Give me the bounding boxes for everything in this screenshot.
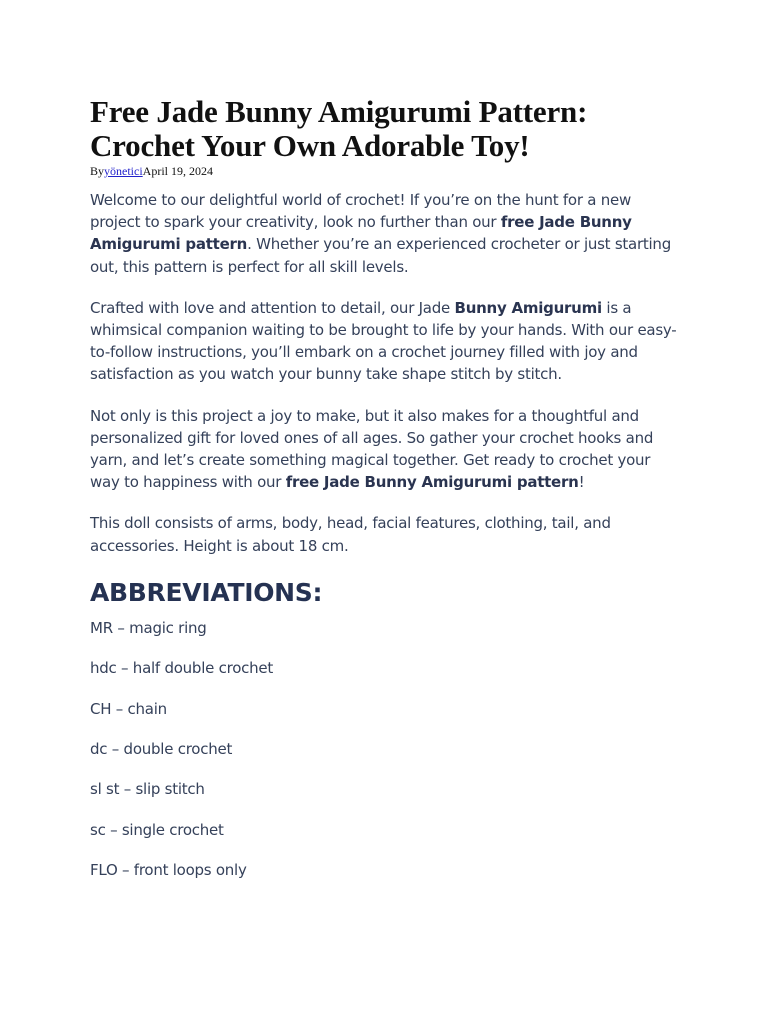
article — [90, 95, 680, 900]
post-date: April 19, 2024 — [142, 164, 214, 178]
abbreviation-item: CH – chain — [90, 699, 167, 718]
paragraph-text: is a whimsical companion waiting to be brought to life by your hands. With our easy-to-follow instructions, you’ll embark on a crochet journey filled with joy and satisfaction as you watch your bunny take shape stitch by stitch. — [90, 298, 677, 384]
page-title: Free Jade Bunny Amigurumi Pattern: Crochet Your Own Adorable Toy! — [90, 94, 588, 163]
bold-text: Bunny Amigurumi — [454, 298, 602, 317]
abbreviations-list — [90, 617, 680, 881]
paragraph-text: Crafted with love and attention to detail, our Jade — [90, 298, 455, 317]
abbreviation-item: MR – magic ring — [90, 618, 207, 637]
post-meta — [90, 164, 680, 178]
paragraph-text: Not only is this project a joy to make, but it also makes for a thoughtful and personalized gift for loved ones of all ages. So gather your crochet hooks and yarn, and let’s create something magical together. Get ready to crochet your way to happiness with our — [90, 406, 654, 492]
bold-text: free Jade Bunny Amigurumi pattern — [285, 473, 579, 492]
bold-text: free Jade Bunny Amigurumi pattern — [90, 213, 632, 254]
abbreviation-item: FLO – front loops only — [90, 861, 247, 880]
abbreviations-heading: ABBREVIATIONS: — [90, 577, 323, 607]
by-label: By — [90, 164, 105, 178]
paragraph-text: . Whether you’re an experienced crocheter or just starting out, this pattern is perfect for all skill levels. — [90, 235, 671, 276]
abbreviation-item: sc – single crochet — [90, 820, 224, 839]
gift-paragraph — [90, 405, 680, 494]
abbreviation-item: sl st – slip stitch — [90, 780, 205, 799]
author-link[interactable]: yönetici — [104, 164, 143, 178]
abbreviation-item: hdc – half double crochet — [90, 659, 273, 678]
description-paragraph — [90, 297, 680, 386]
paragraph-text: Welcome to our delightful world of crochet! If you’re on the hunt for a new project to spark your creativity, look no further than our — [90, 191, 631, 232]
paragraph-text: This doll consists of arms, body, head, facial features, clothing, tail, and accessories. Height is about 18 cm. — [90, 514, 611, 555]
abbreviation-item: dc – double crochet — [90, 740, 233, 759]
doll-parts-paragraph — [90, 512, 680, 556]
article-body — [90, 189, 680, 557]
paragraph-text: ! — [578, 473, 585, 492]
intro-paragraph — [90, 189, 680, 278]
